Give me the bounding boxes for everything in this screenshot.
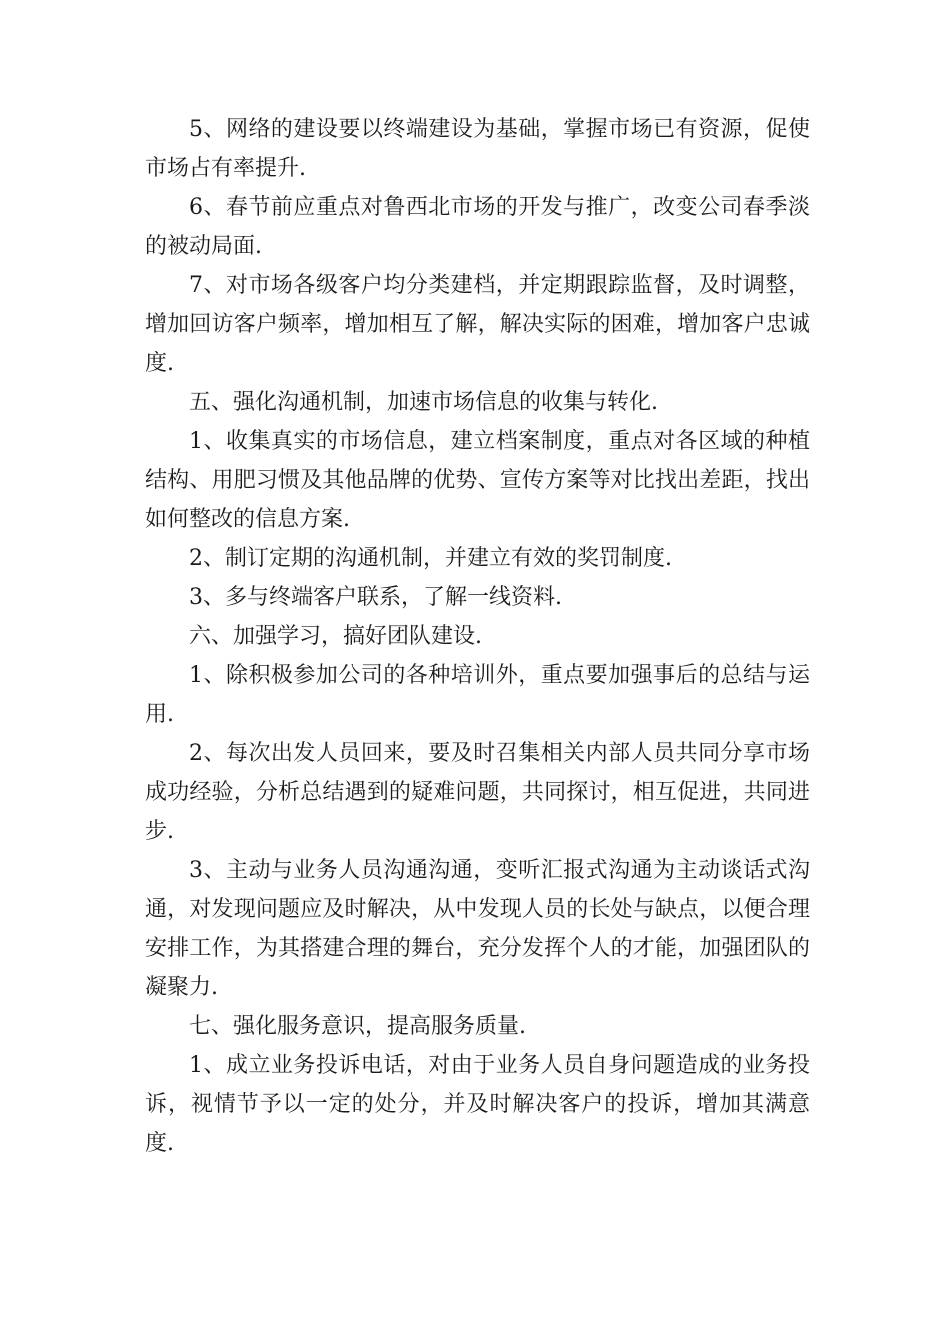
paragraph-spring-market: 6、春节前应重点对鲁西北市场的开发与推广，改变公司春季淡的被动局面.: [145, 195, 810, 259]
paragraph-market-info: 1、收集真实的市场信息，建立档案制度，重点对各区域的种植结构、用肥习惯及其他品牌的优势、宣传方案等对比找出差距，找出如何整改的信息方案.: [145, 429, 810, 532]
paragraph-communication-mechanism: 2、制订定期的沟通机制，并建立有效的奖罚制度.: [189, 546, 672, 571]
document-body: [145, 110, 810, 1163]
paragraph-complaint-hotline: 1、成立业务投诉电话，对由于业务人员自身问题造成的业务投诉，视情节予以一定的处分，并及时解决客户的投诉，增加其满意度.: [145, 1053, 810, 1156]
paragraph-customer-files: 7、对市场各级客户均分类建档，并定期跟踪监督，及时调整，增加回访客户频率，增加相互了解，解决实际的困难，增加客户忠诚度.: [145, 273, 810, 376]
paragraph-network-construction: 5、网络的建设要以终端建设为基础，掌握市场已有资源，促使市场占有率提升.: [145, 117, 810, 181]
section-heading-team-building: 六、加强学习，搞好团队建设.: [189, 624, 482, 649]
paragraph-training: 1、除积极参加公司的各种培训外，重点要加强事后的总结与运用.: [145, 663, 810, 727]
paragraph-active-communication: 3、主动与业务人员沟通沟通，变听汇报式沟通为主动谈话式沟通，对发现问题应及时解决，从中发现人员的长处与缺点，以便合理安排工作，为其搭建合理的舞台，充分发挥个人的才能，加强团队的凝聚力.: [145, 858, 810, 1000]
section-heading-communication: 五、强化沟通机制，加速市场信息的收集与转化.: [189, 390, 658, 415]
paragraph-terminal-contact: 3、多与终端客户联系，了解一线资料.: [189, 585, 562, 610]
paragraph-experience-sharing: 2、每次出发人员回来，要及时召集相关内部人员共同分享市场成功经验，分析总结遇到的疑难问题，共同探讨，相互促进，共同进步.: [145, 741, 810, 844]
section-heading-service: 七、强化服务意识，提高服务质量.: [189, 1014, 526, 1039]
